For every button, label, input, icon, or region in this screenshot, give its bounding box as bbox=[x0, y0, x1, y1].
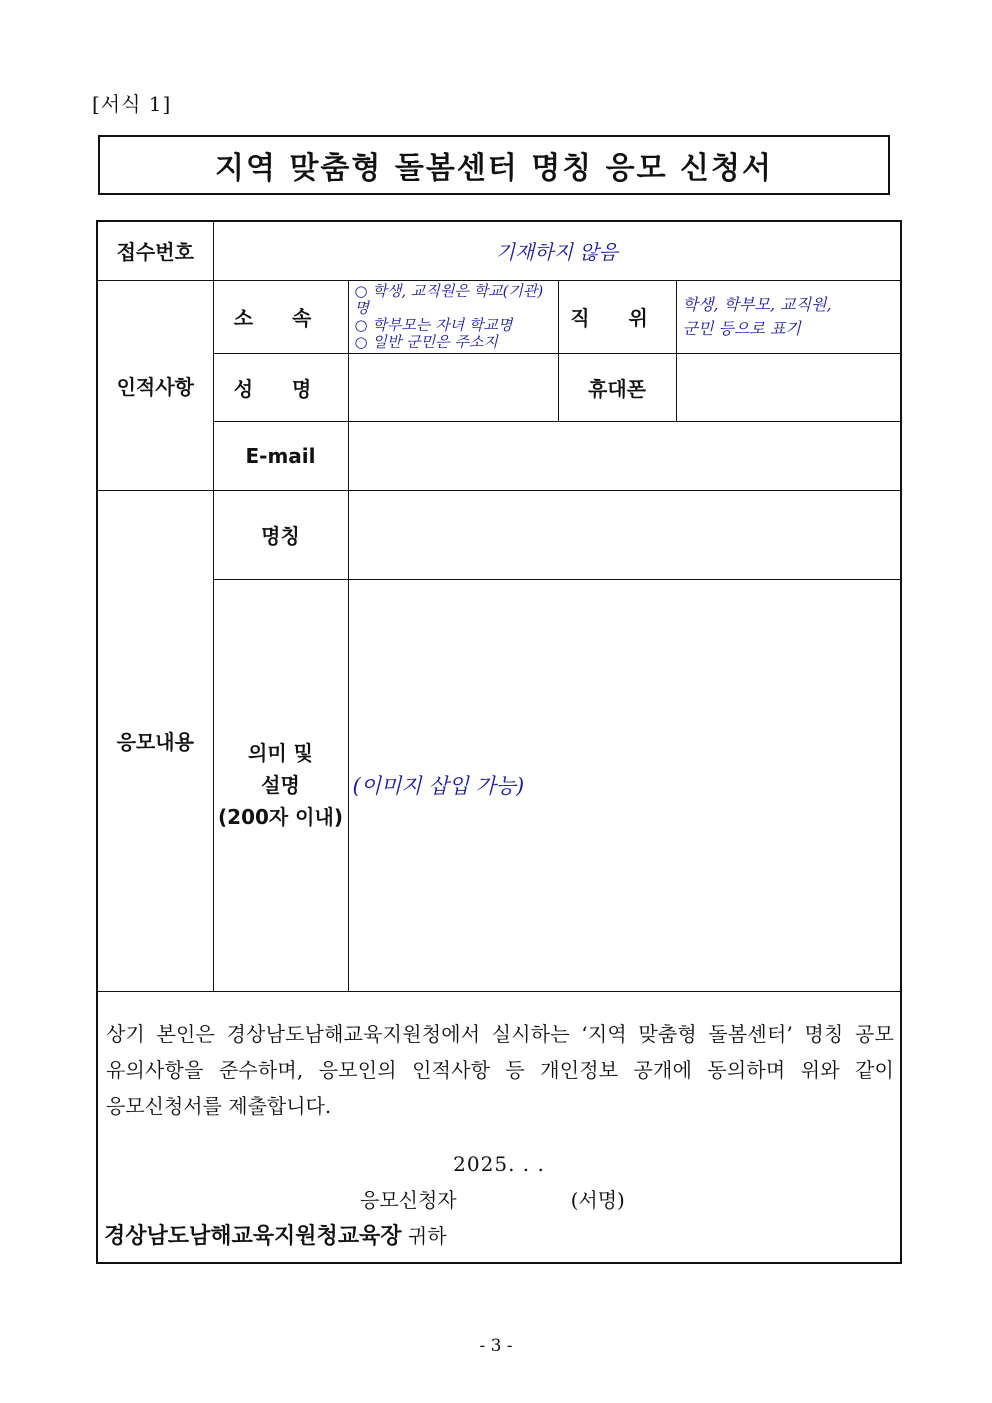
addressee-suffix: 귀하 bbox=[407, 1223, 447, 1248]
meaning-label-line: 의미 및 bbox=[248, 741, 313, 765]
position-label: 직 위 bbox=[558, 280, 676, 353]
declaration-last-line: 응모신청서를 제출합니다. bbox=[106, 1093, 332, 1118]
form-title: 지역 맞춤형 돌봄센터 명칭 응모 신청서 bbox=[215, 151, 773, 186]
declaration-text bbox=[98, 992, 900, 1088]
meaning-field[interactable] bbox=[348, 579, 901, 991]
image-insert-note: (이미지 삽입 가능) bbox=[352, 774, 525, 798]
meaning-row bbox=[97, 579, 901, 991]
affiliation-hint-line: ○ 학생, 교직원은 학교(기관)명 bbox=[354, 281, 544, 317]
entry-section-label: 응모내용 bbox=[97, 490, 213, 991]
addressee-line bbox=[104, 1219, 900, 1250]
meaning-label-line: (200자 이내) bbox=[218, 805, 343, 829]
declaration-cell bbox=[97, 991, 901, 1263]
declaration-line: 유의사항을 준수하며, 응모인의 인적사항 등 개인정보 공개에 동의하며 위와 같이 bbox=[106, 1057, 895, 1082]
email-row bbox=[97, 421, 901, 490]
email-field[interactable] bbox=[348, 421, 901, 490]
receipt-row bbox=[97, 221, 901, 280]
application-form-table bbox=[96, 220, 902, 1264]
meaning-label-line: 설명 bbox=[261, 773, 300, 797]
affiliation-hint-line: ○ 학부모는 자녀 학교명 bbox=[354, 315, 513, 334]
meaning-label bbox=[213, 579, 348, 991]
affiliation-field[interactable] bbox=[348, 280, 558, 353]
declaration-line: 상기 본인은 경상남도남해교육지원청에서 실시하는 ‘지역 맞춤형 돌봄센터’ 명칭 공모 bbox=[106, 1021, 895, 1046]
phone-field[interactable] bbox=[676, 353, 901, 421]
position-hint-line: 군민 등으로 표기 bbox=[682, 318, 801, 338]
form-title-box bbox=[98, 135, 890, 195]
entry-name-field[interactable] bbox=[348, 490, 901, 579]
affiliation-label: 소 속 bbox=[213, 280, 348, 353]
affiliation-hint-line: ○ 일반 군민은 주소지 bbox=[354, 332, 498, 351]
submission-date: 2025. . . bbox=[453, 1151, 545, 1176]
applicant-label: 응모신청자 bbox=[360, 1187, 457, 1212]
page-number: - 3 - bbox=[479, 1336, 513, 1356]
applicant-line bbox=[98, 1184, 900, 1213]
personal-info-section-label: 인적사항 bbox=[97, 280, 213, 490]
entry-name-row bbox=[97, 490, 901, 579]
entry-name-label: 명칭 bbox=[213, 490, 348, 579]
name-label: 성 명 bbox=[213, 353, 348, 421]
signature-label: (서명) bbox=[570, 1187, 625, 1212]
affiliation-row bbox=[97, 280, 901, 353]
form-number-label: [서식 1] bbox=[92, 92, 172, 116]
receipt-number-note: 기재하지 않음 bbox=[213, 221, 901, 280]
addressee-org: 경상남도남해교육지원청교육장 bbox=[104, 1223, 402, 1249]
position-field[interactable] bbox=[676, 280, 901, 353]
receipt-number-label: 접수번호 bbox=[97, 221, 213, 280]
email-label: E-mail bbox=[213, 421, 348, 490]
position-hint-line: 학생, 학부모, 교직원, bbox=[682, 294, 832, 314]
phone-label: 휴대폰 bbox=[558, 353, 676, 421]
name-phone-row bbox=[97, 353, 901, 421]
name-field[interactable] bbox=[348, 353, 558, 421]
declaration-row bbox=[97, 991, 901, 1263]
